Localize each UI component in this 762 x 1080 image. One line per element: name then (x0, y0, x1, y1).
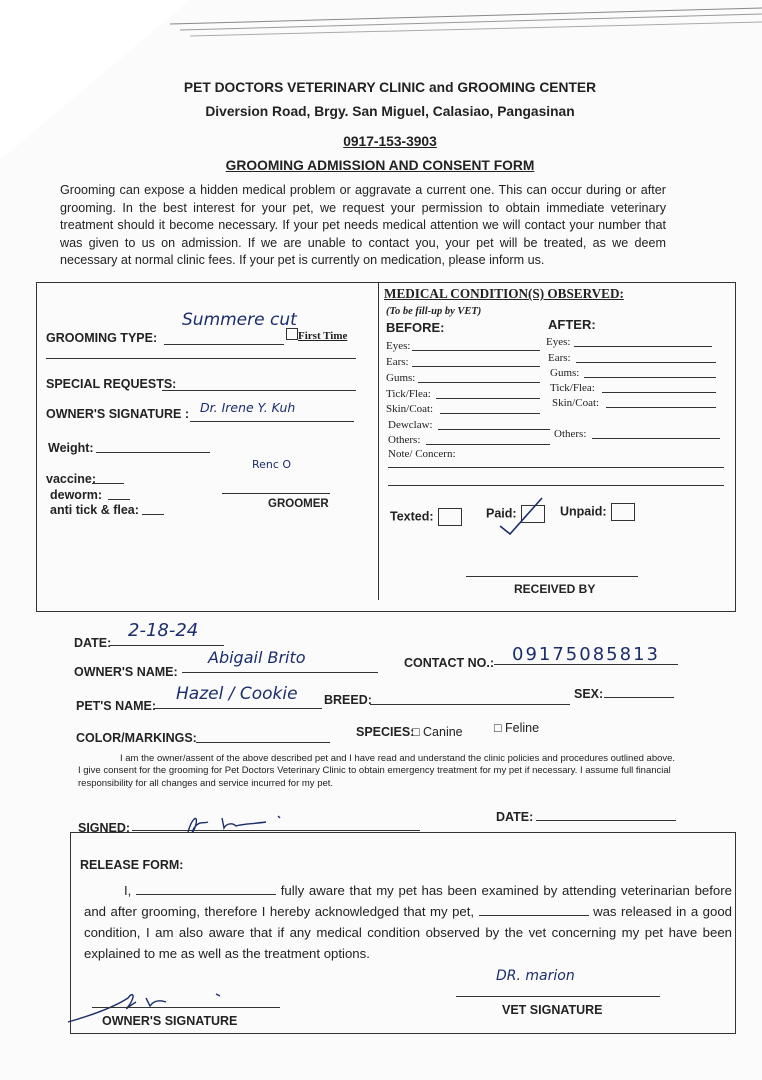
received-by-label: RECEIVED BY (514, 582, 596, 596)
owner-name-value: Abigail Brito (208, 648, 306, 667)
sex-label: SEX: (574, 687, 604, 701)
special-requests-line[interactable] (162, 390, 356, 391)
pets-name-label: PET'S NAME: (76, 699, 157, 713)
vaccine-label: vaccine: (46, 472, 97, 486)
after-ears-line[interactable] (576, 362, 716, 363)
clinic-phone: 0917-153-3903 (343, 134, 437, 149)
after-ears: Ears: (548, 352, 571, 364)
first-time-label: First Time (298, 330, 348, 342)
date-label: DATE: (74, 636, 112, 650)
before-heading: BEFORE: (386, 320, 445, 335)
after-tick-flea-line[interactable] (602, 392, 716, 393)
after-tick-flea: Tick/Flea: (550, 382, 595, 394)
after-eyes: Eyes: (546, 336, 571, 348)
consent-text-2: I give consent for the grooming for Pet Doctors Veterinary Clinic to obtain emergency treatment for my pet if necessary. I assume full financial responsibility for all changes and service incurred for my pet. (78, 765, 671, 789)
after-gums-line[interactable] (584, 377, 716, 378)
groomer-line[interactable] (222, 493, 330, 494)
after-skin-coat-line[interactable] (606, 407, 716, 408)
color-markings-line[interactable] (196, 742, 330, 743)
before-ears-line[interactable] (412, 366, 540, 367)
paid-label: Paid: (486, 506, 517, 521)
date-value: 2-18-24 (128, 620, 199, 641)
paid-checkmark (496, 496, 546, 536)
before-others: Others: (388, 434, 421, 446)
intro-paragraph: Grooming can expose a hidden medical problem or aggravate a current one. This can occur during or after grooming. In the best interest for your pet, we request your permission to obtain immediate veterinary treatment should it become necessary. If your pet needs medical attention we will contact your number that was given to us on admission. If we are unable to contact you, your pet will be treated, as we deem necessary at normal clinic fees. If your pet is currently on medication, please inform us. (60, 183, 666, 267)
owner-signature-value: Dr. Irene Y. Kuh (200, 400, 296, 415)
deworm-label: deworm: (50, 488, 103, 502)
after-eyes-line[interactable] (574, 346, 712, 347)
stacked-paper-edges (170, 2, 762, 42)
pets-name-line[interactable] (154, 708, 322, 709)
vaccine-line[interactable] (92, 483, 124, 484)
release-owner-blank[interactable] (136, 881, 276, 895)
after-others: Others: (554, 428, 587, 440)
first-time-checkbox[interactable] (286, 328, 298, 340)
unpaid-checkbox[interactable] (611, 503, 635, 521)
after-gums: Gums: (550, 367, 580, 379)
note-line-2[interactable] (388, 485, 724, 486)
owner-name-label: OWNER'S NAME: (74, 665, 178, 679)
release-owner-signature-line[interactable] (92, 1007, 280, 1008)
form-title: GROOMING ADMISSION AND CONSENT FORM (225, 158, 535, 173)
breed-label: BREED: (324, 693, 372, 707)
canine-option[interactable]: □ Canine (412, 725, 463, 739)
species-label: SPECIES: (356, 725, 415, 739)
before-ears: Ears: (386, 356, 409, 368)
vet-signature-label: VET SIGNATURE (502, 1003, 603, 1017)
weight-label: Weight: (48, 441, 94, 455)
signed-date-line[interactable] (536, 820, 676, 821)
grooming-type-value: Summere cut (182, 310, 297, 330)
signed-label: SIGNED: (78, 821, 131, 835)
signed-date-label: DATE: (496, 810, 534, 824)
release-text-start: I, (124, 883, 132, 898)
owner-name-line[interactable] (182, 672, 378, 673)
anti-tick-label: anti tick & flea: (50, 503, 139, 517)
before-skin-coat: Skin/Coat: (386, 403, 434, 415)
grooming-type-label: GROOMING TYPE: (46, 331, 158, 345)
release-pet-blank[interactable] (479, 902, 589, 916)
release-owner-signature-label: OWNER'S SIGNATURE (102, 1014, 238, 1028)
before-tick-flea-line[interactable] (436, 398, 540, 399)
breed-line[interactable] (370, 704, 570, 705)
groomer-name-value: Renc O (252, 458, 292, 471)
weight-line[interactable] (96, 452, 210, 453)
note-concern-label: Note/ Concern: (388, 448, 456, 460)
color-markings-label: COLOR/MARKINGS: (76, 731, 197, 745)
before-skin-coat-line[interactable] (440, 413, 540, 414)
release-text-end: was released in a good condition, I am also aware that if any medical condition observed by the vet concerning my pet have been explained to me as well as the treatment options. (84, 904, 732, 961)
unpaid-label: Unpaid: (560, 504, 607, 519)
date-line[interactable] (110, 645, 224, 646)
texted-option[interactable] (390, 508, 462, 526)
after-heading: AFTER: (548, 317, 596, 332)
before-gums: Gums: (386, 372, 416, 384)
release-text-mid: fully aware that my pet has been examined by attending veterinarian before and after grooming, therefore I hereby acknowledged that my pet, (84, 883, 732, 919)
after-skin-coat: Skin/Coat: (552, 397, 600, 409)
deworm-line[interactable] (108, 499, 130, 500)
grooming-type-line[interactable] (164, 344, 284, 345)
anti-tick-line[interactable] (142, 514, 164, 515)
before-gums-line[interactable] (418, 382, 540, 383)
before-others-line[interactable] (426, 444, 550, 445)
texted-label: Texted: (390, 509, 434, 524)
feline-option[interactable]: □ Feline (494, 721, 540, 735)
medical-condition-title: MEDICAL CONDITION(S) OBSERVED: (384, 286, 624, 301)
sex-line[interactable] (604, 697, 674, 698)
grooming-type-line-2[interactable] (46, 358, 356, 359)
unpaid-option[interactable] (560, 503, 635, 521)
clinic-name: PET DOCTORS VETERINARY CLINIC and GROOMING CENTER (183, 80, 597, 95)
contact-label: CONTACT NO.: (404, 656, 495, 670)
vet-fillup-note: (To be fill-up by VET) (386, 306, 482, 317)
groomer-label: GROOMER (268, 498, 329, 510)
contact-value: 09175085813 (512, 644, 660, 665)
before-eyes-line[interactable] (412, 350, 540, 351)
consent-text-1: I am the owner/assent of the above described pet and I have read and understand the clinic policies and procedures outlined above. (120, 753, 676, 764)
owner-signature-label: OWNER'S SIGNATURE : (46, 407, 190, 421)
vet-signature-line[interactable] (456, 996, 660, 997)
special-requests-label: SPECIAL REQUESTS: (46, 377, 177, 391)
owner-signature-line[interactable] (190, 421, 354, 422)
before-dewclaw-line[interactable] (438, 429, 550, 430)
release-text (84, 880, 732, 964)
box-divider (378, 282, 379, 600)
texted-checkbox[interactable] (438, 508, 462, 526)
received-by-line[interactable] (466, 576, 638, 577)
pets-name-value: Hazel / Cookie (176, 684, 298, 704)
note-line-1[interactable] (388, 467, 724, 468)
before-tick-flea: Tick/Flea: (386, 388, 431, 400)
first-time-option[interactable] (286, 328, 347, 342)
clinic-address: Diversion Road, Brgy. San Miguel, Calasiao, Pangasinan (205, 104, 575, 119)
release-form-title: RELEASE FORM: (80, 858, 184, 872)
before-eyes: Eyes: (386, 340, 411, 352)
before-dewclaw: Dewclaw: (388, 419, 433, 431)
after-others-line[interactable] (592, 438, 720, 439)
vet-name-value: DR. marion (496, 968, 575, 984)
